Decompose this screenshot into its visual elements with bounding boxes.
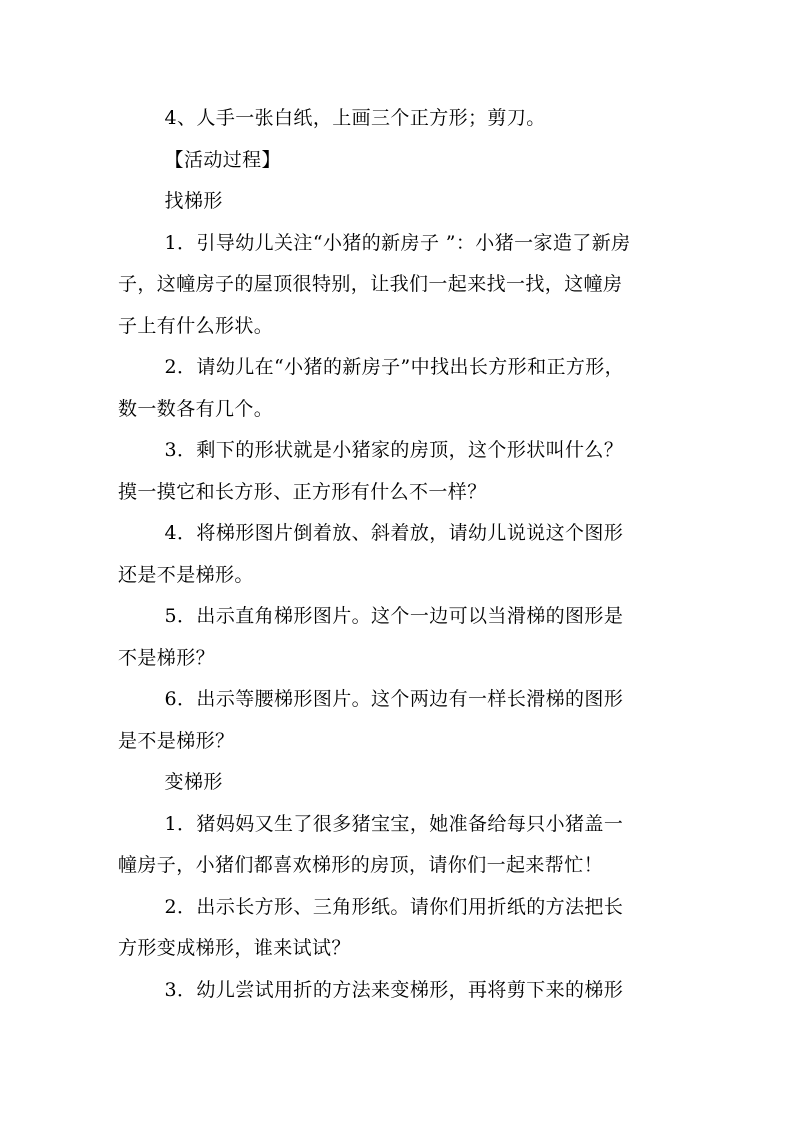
text-line: 1．猪妈妈又生了很多猪宝宝，她准备给每只小猪盖一 (164, 812, 624, 835)
text-line: 子上有什么形状。 (118, 314, 274, 337)
text-line: 变梯形 (164, 771, 223, 793)
material-item-4 (118, 98, 678, 140)
text-line: 6．出示等腰梯形图片。这个两边有一样长滑梯的图形 (164, 688, 624, 710)
step-find-5 (118, 596, 678, 679)
subheading-find-trapezoid (118, 181, 678, 223)
text-line: 摸一摸它和长方形、正方形有什么不一样？ (118, 480, 487, 503)
text-line: 方形变成梯形，谁来试试？ (118, 937, 351, 959)
section-heading-activity-process (118, 140, 678, 182)
text-line: 不是梯形？ (118, 646, 216, 669)
step-find-1 (118, 223, 678, 348)
text-line: 4．将梯形图片倒着放、斜着放，请幼儿说说这个图形 (164, 522, 624, 544)
text-line: 3．剩下的形状就是小猪家的房顶，这个形状叫什么？ (164, 439, 624, 461)
text-line: 数一数各有几个。 (118, 397, 274, 420)
text-line: 3．幼儿尝试用折的方法来变梯形，再将剪下来的梯形 (164, 978, 624, 1001)
text-line: 2．请幼儿在“小猪的新房子”中找出长方形和正方形， (164, 356, 625, 378)
step-change-1 (118, 804, 678, 887)
step-find-6 (118, 679, 678, 762)
text-line: 【活动过程】 (164, 148, 281, 171)
step-find-3 (118, 430, 678, 513)
document-body (118, 98, 678, 1011)
text-line: 1．引导幼儿关注“小猪的新房子 ”：小猪一家造了新房 (164, 231, 631, 254)
text-line: 幢房子，小猪们都喜欢梯形的房顶，请你们一起来帮忙！ (118, 854, 604, 876)
step-change-2 (118, 887, 678, 970)
text-line: 5．出示直角梯形图片。这个一边可以当滑梯的图形是 (164, 605, 624, 627)
text-line: 2．出示长方形、三角形纸。请你们用折纸的方法把长 (164, 895, 624, 918)
text-line: 子，这幢房子的屋顶很特别，让我们一起来找一找，这幢房 (118, 273, 623, 295)
subheading-change-trapezoid (118, 762, 678, 804)
text-line: 是不是梯形？ (118, 729, 235, 752)
step-find-4 (118, 513, 678, 596)
step-change-3 (118, 970, 678, 1012)
text-line: 4、人手一张白纸，上画三个正方形；剪刀。 (164, 107, 546, 129)
step-find-2 (118, 347, 678, 430)
text-line: 还是不是梯形。 (118, 563, 254, 586)
text-line: 找梯形 (164, 190, 223, 212)
